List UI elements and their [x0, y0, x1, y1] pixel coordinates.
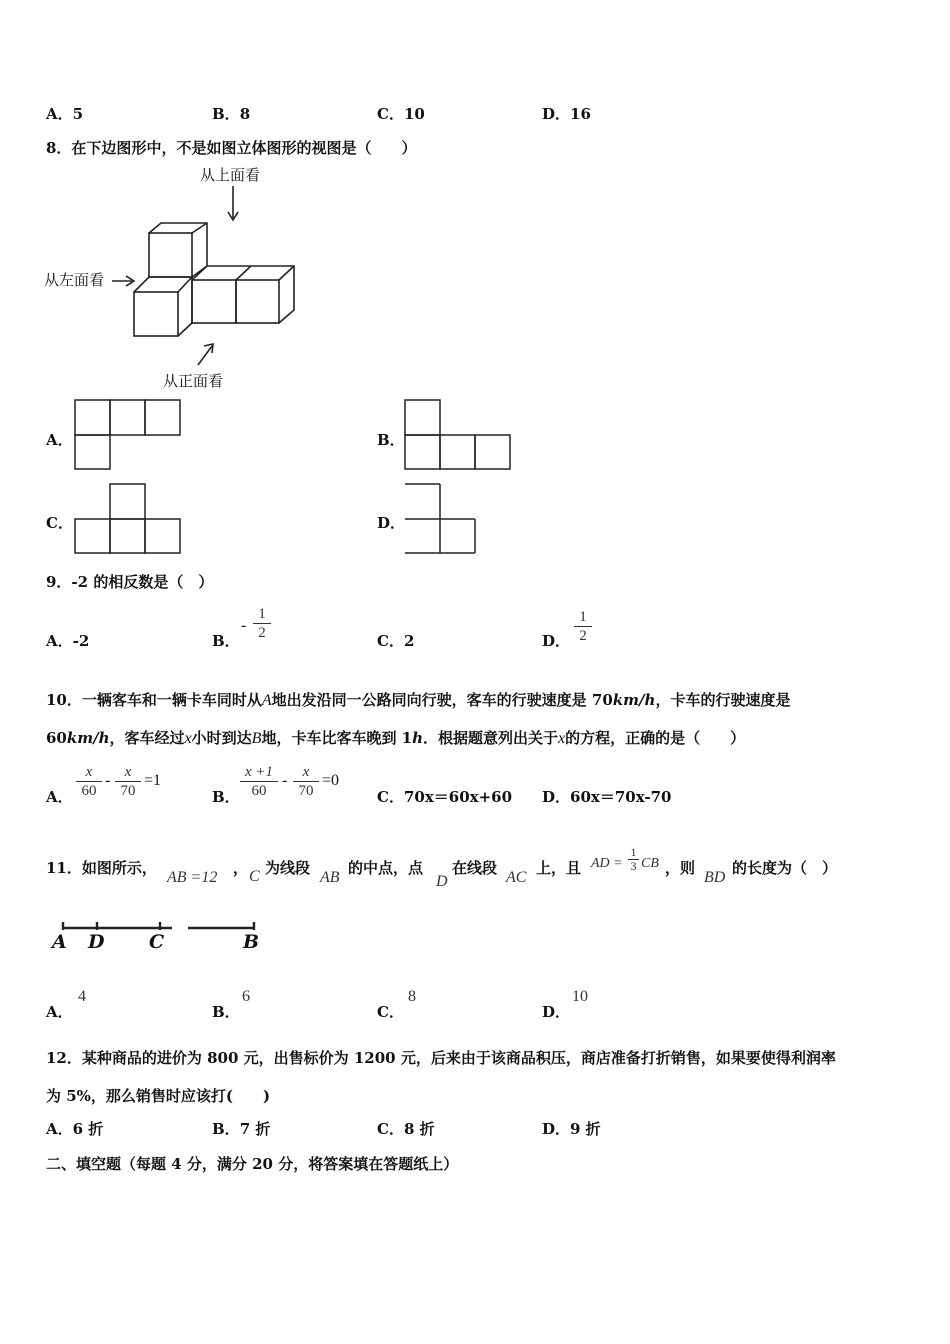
q8-option-b-figure[interactable]	[404, 399, 514, 471]
q11-ab-equals: AB =12	[167, 869, 218, 886]
q11-stem-g: 的长度为（ ）	[732, 859, 838, 877]
q10-option-a-minus: -	[105, 772, 111, 789]
q7-option-a[interactable]: A．5	[46, 105, 84, 123]
q8-option-c-label[interactable]: C．	[46, 514, 73, 532]
q10-option-b-label[interactable]: B．	[212, 788, 240, 806]
q9-option-b-sign: -	[241, 617, 247, 634]
segment-point-b: B	[243, 931, 260, 953]
q11-point-c: C	[249, 868, 260, 885]
label-view-left: 从左面看	[44, 271, 105, 289]
q12-option-a[interactable]: A．6 折	[46, 1120, 104, 1138]
q12-stem-line2: 为 5%，那么销售时应该打( )	[46, 1087, 271, 1105]
segment-point-d: D	[88, 931, 105, 953]
q10-option-b-minus: -	[282, 772, 288, 789]
q11-stem-e: 上，且	[536, 859, 582, 877]
q11-option-a-label[interactable]: A．	[46, 1003, 73, 1021]
q12-option-b[interactable]: B．7 折	[212, 1120, 271, 1138]
q7-option-c[interactable]: C．10	[377, 105, 425, 123]
grid-figure-a	[74, 399, 184, 471]
q10-option-a-fraction-1: x 60	[76, 763, 102, 800]
q9-option-c[interactable]: C．2	[377, 632, 415, 650]
q11-segment-ac: AC	[506, 869, 527, 886]
q11-option-b-label[interactable]: B．	[212, 1003, 240, 1021]
q8-option-d-figure[interactable]	[404, 483, 484, 555]
q8-stem: 8．在下边图形中，不是如图立体图形的视图是（ ）	[46, 139, 417, 157]
q10-option-a-fraction-2: x 70	[115, 763, 141, 800]
q11-point-d: D	[436, 873, 448, 890]
q11-option-d-label[interactable]: D．	[542, 1003, 571, 1021]
q12-option-d[interactable]: D．9 折	[542, 1120, 601, 1138]
q10-option-b-fraction-2: x 70	[293, 763, 319, 800]
grid-figure-c	[74, 483, 184, 555]
q11-ad-equals: AD =	[591, 856, 623, 871]
q11-option-c-label[interactable]: C．	[377, 1003, 404, 1021]
q11-option-c-value: 8	[408, 988, 416, 1005]
fraction-denominator: 2	[258, 625, 266, 641]
section-2-title: 二、填空题（每题 4 分，满分 20 分，将答案填在答题纸上）	[46, 1155, 459, 1173]
q11-segment-ab: AB	[320, 869, 340, 886]
q9-option-b-fraction	[253, 605, 271, 642]
q10-option-c[interactable]: C．70x＝60x+60	[377, 788, 513, 806]
q9-stem: 9．-2 的相反数是（ ）	[46, 573, 214, 591]
label-view-top: 从上面看	[200, 166, 261, 184]
q8-option-a-figure[interactable]	[74, 399, 184, 471]
q11-stem-f: ，则	[665, 859, 696, 877]
q12-option-c[interactable]: C．8 折	[377, 1120, 435, 1138]
grid-figure-d	[404, 483, 484, 555]
q11-segment-figure	[50, 918, 270, 960]
q11-segment-cb: CB	[641, 856, 659, 871]
grid-figure-b	[404, 399, 514, 471]
q11-stem-c: 的中点，点	[348, 859, 424, 877]
q10-option-a-label[interactable]: A．	[46, 788, 73, 806]
q10-option-a-rhs: =1	[144, 772, 162, 789]
q9-option-d-label[interactable]: D．	[542, 632, 571, 650]
q10-stem-line2: 60km/h，客车经过x小时到达B地，卡车比客车晚到 1h．根据题意列出关于x的方程，正确的是（ ）	[46, 729, 746, 747]
segment-point-a: A	[52, 931, 67, 953]
q11-stem-d: 在线段	[452, 859, 498, 877]
q11-stem-start: 11．如图所示，	[46, 859, 157, 877]
q11-comma: ，	[233, 859, 249, 877]
q9-option-a[interactable]: A．-2	[46, 632, 90, 650]
q11-option-a-value: 4	[78, 988, 86, 1005]
q11-segment-bd: BD	[704, 869, 726, 886]
q10-option-b-rhs: =0	[322, 772, 340, 789]
q7-option-b[interactable]: B．8	[212, 105, 251, 123]
q11-option-b-value: 6	[242, 988, 250, 1005]
q11-option-d-value: 10	[572, 988, 588, 1005]
q9-option-b-label[interactable]: B．	[212, 632, 240, 650]
q10-stem-line1: 10．一辆客车和一辆卡车同时从A地出发沿同一公路同向行驶，客车的行驶速度是 70km/h，卡车的行驶速度是	[46, 691, 791, 709]
q8-option-a-label[interactable]: A．	[46, 431, 73, 449]
q11-stem-b: 为线段	[265, 859, 311, 877]
q12-stem-line1: 12．某种商品的进价为 800 元，出售标价为 1200 元，后来由于该商品积压，商店准备打折销售，如果要使得利润率	[46, 1049, 836, 1067]
fraction-numerator: 1	[258, 606, 266, 622]
segment-point-c: C	[149, 931, 165, 953]
label-view-front: 从正面看	[163, 372, 224, 390]
q10-option-b-fraction-1: x +1 60	[240, 763, 278, 800]
q9-option-d-fraction	[574, 608, 592, 645]
fraction-denominator: 2	[579, 628, 587, 644]
q11-one-third: 1 3	[628, 846, 639, 873]
fraction-numerator: 1	[579, 609, 587, 625]
q8-option-d-label[interactable]: D．	[377, 514, 406, 532]
q10-option-d[interactable]: D．60x＝70x-70	[542, 788, 672, 806]
q7-option-d[interactable]: D．16	[542, 105, 591, 123]
q8-option-c-figure[interactable]	[74, 483, 184, 555]
q8-option-b-label[interactable]: B．	[377, 431, 405, 449]
